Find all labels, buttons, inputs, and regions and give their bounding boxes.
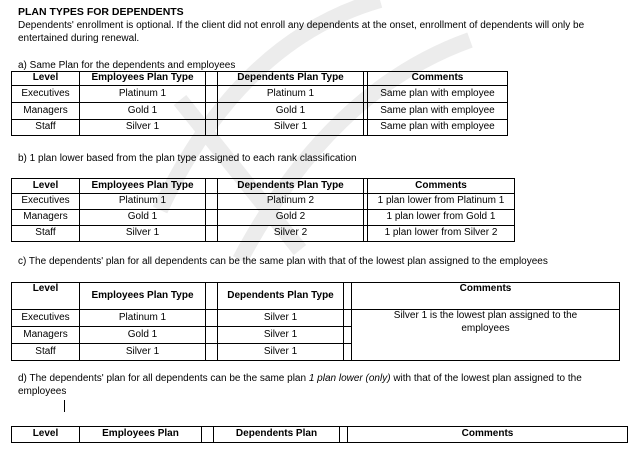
table-row: Executives Platinum 1 Silver 1 Silver 1 is the lowest plan assigned to the employees — [12, 310, 620, 327]
table-row: Managers Gold 1 Gold 1 Same plan with employee — [12, 103, 508, 120]
intro-paragraph: Dependents' enrollment is optional. If the client did not enroll any dependents at the onset, enrollment of dependents will only be entertained during renewal. — [18, 20, 585, 44]
header-level: Level — [12, 427, 80, 443]
header-dependents-plan-type: Dependents Plan Type — [218, 283, 344, 310]
header-employees-plan-type: Employees Plan Type — [80, 283, 206, 310]
header-level: Level — [12, 283, 80, 310]
table-row: Executives Platinum 1 Platinum 2 1 plan lower from Platinum 1 — [12, 194, 515, 210]
header-comments: Comments — [368, 179, 515, 194]
table-row: Staff Silver 1 Silver 2 1 plan lower from Silver 2 — [12, 226, 515, 242]
header-employees-plan-type: Employees Plan Type — [80, 72, 206, 86]
header-dependents-plan: Dependents Plan — [214, 427, 340, 443]
plan-table-b — [11, 178, 515, 242]
text-cursor — [64, 400, 65, 412]
table-row: Staff Silver 1 Silver 1 Same plan with employee — [12, 120, 508, 136]
section-c-caption: c) The dependents' plan for all dependents can be the same plan with that of the lowest plan assigned to the employees — [18, 256, 548, 267]
table-row: Staff Silver 1 Silver 1 — [12, 344, 620, 361]
header-level: Level — [12, 179, 80, 194]
plan-table-d — [11, 426, 628, 443]
plan-table-a — [11, 71, 508, 136]
header-employees-plan: Employees Plan — [80, 427, 202, 443]
header-comments: Comments — [352, 283, 620, 310]
plan-table-c — [11, 282, 620, 361]
merged-comment-cell: Silver 1 is the lowest plan assigned to the employees — [352, 310, 620, 361]
section-d-caption: d) The dependents' plan for all dependents can be the same plan 1 plan lower (only) with that of the lowest plan assigned to the employees — [18, 373, 582, 397]
header-dependents-plan-type: Dependents Plan Type — [218, 179, 364, 194]
section-a-caption: a) Same Plan for the dependents and employees — [18, 60, 236, 71]
table-row: Managers Gold 1 Gold 2 1 plan lower from Gold 1 — [12, 210, 515, 226]
header-level: Level — [12, 72, 80, 86]
emphasis-text: 1 plan lower (only) — [308, 373, 391, 384]
table-row: Managers Gold 1 Silver 1 — [12, 327, 620, 344]
header-comments: Comments — [368, 72, 508, 86]
header-comments: Comments — [348, 427, 628, 443]
header-dependents-plan-type: Dependents Plan Type — [218, 72, 364, 86]
section-b-caption: b) 1 plan lower based from the plan type assigned to each rank classification — [18, 153, 357, 164]
table-row: Executives Platinum 1 Platinum 1 Same plan with employee — [12, 86, 508, 103]
document-title: PLAN TYPES FOR DEPENDENTS — [18, 6, 184, 18]
header-employees-plan-type: Employees Plan Type — [80, 179, 206, 194]
